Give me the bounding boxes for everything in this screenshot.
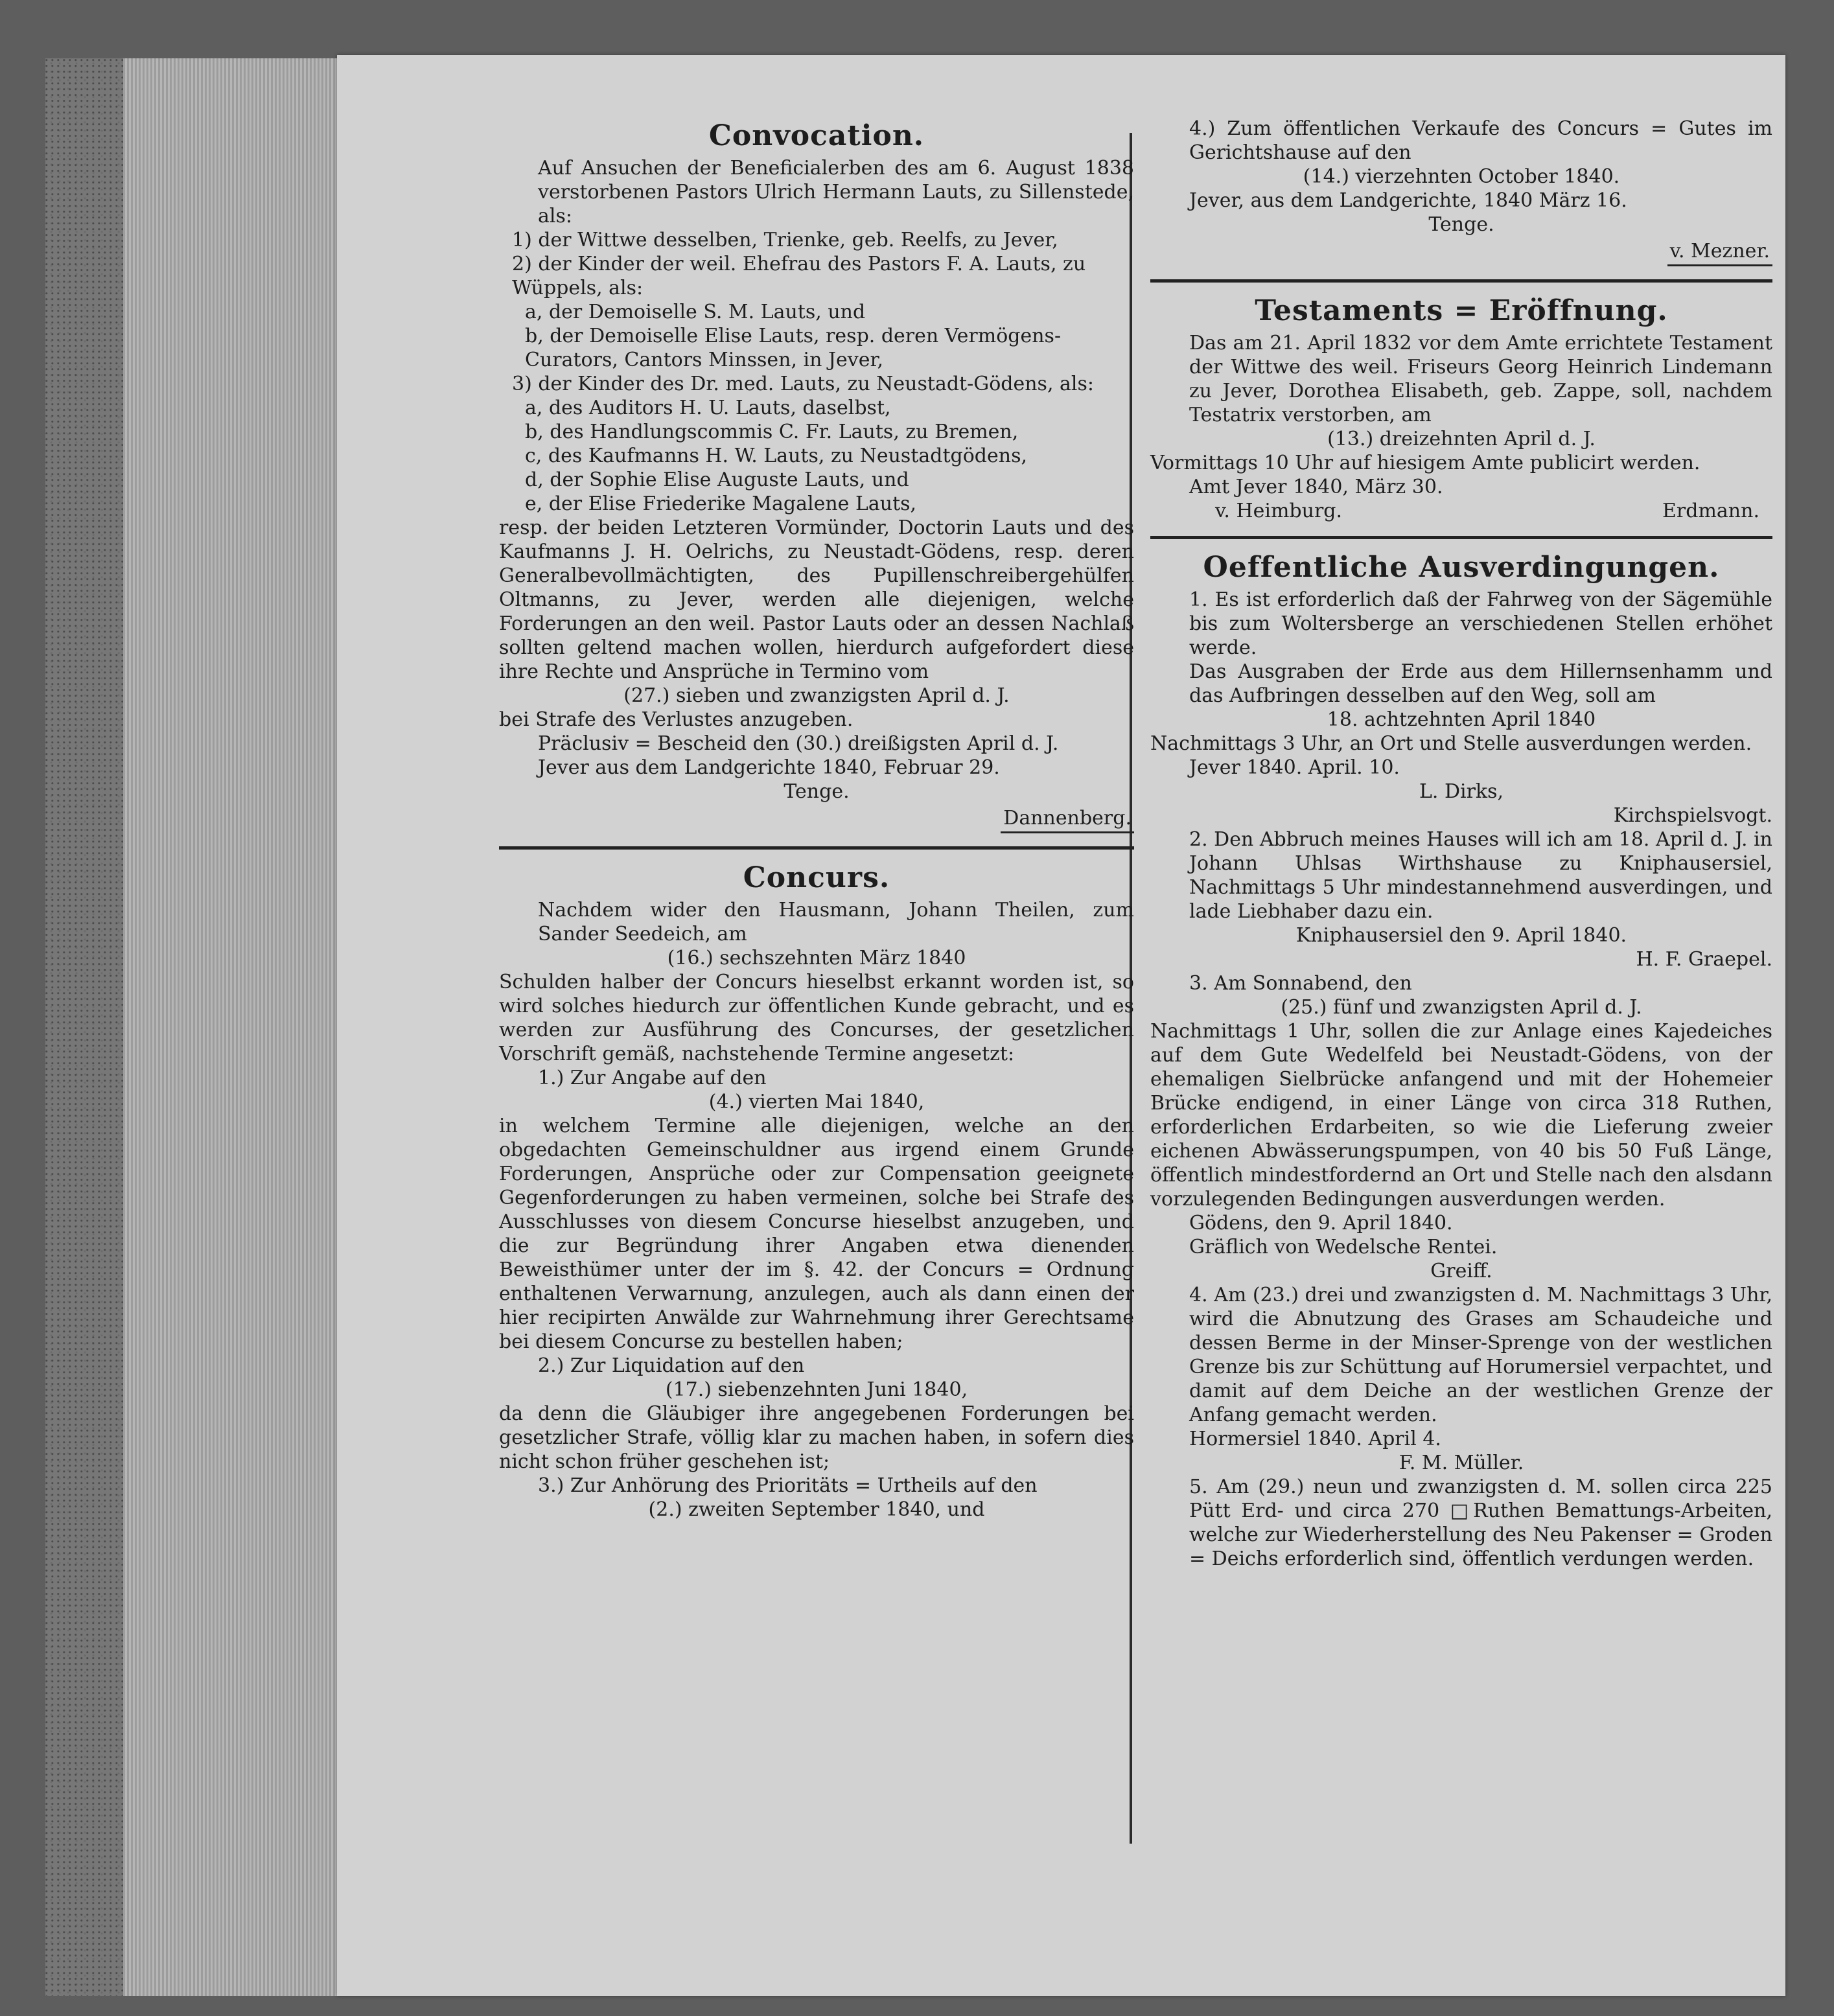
testament-signer-1: v. Heimburg. [1215, 500, 1343, 522]
concurs-clerk-line [1150, 239, 1772, 266]
testament-body-2: Vormittags 10 Uhr auf hiesigem Amte publicirt werden. [1150, 452, 1701, 474]
section-rule [1150, 536, 1772, 539]
verdingung-1-signer: L. Dirks, [1419, 780, 1504, 803]
verdingung-4-place: Hormersiel 1840. April 4. [1189, 1428, 1441, 1450]
convocation-body: resp. der beiden Letzteren Vormünder, Doctorin Lauts und des Kaufmanns J. H. Oelrichs, zu Neustadt-Gödens, resp. deren Generalbevollmächtigten, des Pupillenschreibergehülfen Oltmanns, zu Jever, werden alle diejenigen, welche Forderungen an den weil. Pastor Lauts oder an dessen Nachlaß sollten geltend machen wollen, hierdurch aufgefordert diese ihre Rechte und Ansprüche in Termino vom [499, 516, 1134, 683]
concurs-section [499, 861, 1134, 1522]
section-rule [1150, 279, 1772, 283]
verdingung-3: 3. Am Sonnabend, den [1189, 972, 1412, 995]
testament-signers [1150, 499, 1772, 523]
concurs-date: (16.) sechszehnten März 1840 [667, 947, 966, 969]
verdingung-3-body: Nachmittags 1 Uhr, sollen die zur Anlage eines Kajedeiches auf dem Gute Wedelfeld bei Neustadt-Gödens, von der ehemaligen Sielbrücke anfangend und mit der Hohemeier Brücke endigend, in einer Länge von circa 318 Ruthen, erforderlichen Erdarbeiten, so wie die Lieferung zweier eichenen Abwässerungspumpen, von 40 bis 50 Fuß Länge, öffentlich mindestfordernd an Ort und Stelle nach den alsdann vorzulegenden Bedingungen ausverdungen werden. [1150, 1020, 1772, 1211]
verdingungen-section [1150, 551, 1772, 1571]
concurs-signer: Tenge. [1428, 213, 1494, 236]
verdingung-1-role: Kirchspielsvogt. [1613, 804, 1772, 827]
concurs-term-3-date: (2.) zweiten September 1840, und [648, 1498, 985, 1521]
verdingung-2-place: Kniphausersiel den 9. April 1840. [1295, 924, 1627, 947]
verdingung-4: 4. Am (23.) drei und zwanzigsten d. M. Nachmittags 3 Uhr, wird die Abnutzung des Grases am Schaudeiche und dessen Berme in der Minser-Sprenge von der westlichen Grenze bis zur Schüttung auf Horumersiel verpachtet, und damit auf dem Deiche an der westlichen Grenze der Anfang gemacht werden. [1189, 1284, 1772, 1426]
convocation-item: 3) der Kinder des Dr. med. Lauts, zu Neustadt-Gödens, als: [512, 373, 1094, 395]
convocation-item: b, des Handlungscommis C. Fr. Lauts, zu Bremen, [525, 421, 1019, 443]
convocation-penalty: bei Strafe des Verlustes anzugeben. [499, 708, 853, 731]
testament-signer-2: Erdmann. [1662, 500, 1759, 522]
section-rule [499, 846, 1134, 850]
concurs-clerk: v. Mezner. [1667, 239, 1772, 266]
convocation-item: d, der Sophie Elise Auguste Lauts, und [525, 469, 909, 491]
left-column [499, 117, 1134, 1522]
verdingungen-title: Oeffentliche Ausverdingungen. [1203, 551, 1720, 584]
concurs-continuation [1150, 117, 1772, 266]
convocation-section [499, 119, 1134, 833]
convocation-clerk: Dannenberg. [1001, 806, 1134, 833]
convocation-signer: Tenge. [784, 780, 850, 803]
verdingung-3-signer: Greiff. [1430, 1260, 1492, 1282]
concurs-term-2: 2.) Zur Liquidation auf den [538, 1354, 805, 1377]
convocation-item: e, der Elise Friederike Magalene Lauts, [525, 492, 917, 515]
verdingung-1-b: Das Ausgraben der Erde aus dem Hillernsenhamm und das Aufbringen desselben auf den Weg, soll am [1189, 660, 1772, 707]
convocation-date: (27.) sieben und zwanzigsten April d. J. [623, 684, 1010, 707]
concurs-term-4-date: (14.) vierzehnten October 1840. [1303, 165, 1620, 188]
newspaper-page [337, 55, 1785, 1996]
convocation-item: 2) der Kinder der weil. Ehefrau des Pastors F. A. Lauts, zu Wüppels, als: [512, 253, 1086, 299]
convocation-item: a, des Auditors H. U. Lauts, daselbst, [525, 397, 891, 419]
concurs-term-4: 4.) Zum öffentlichen Verkaufe des Concurs = Gutes im Gerichtshause auf den [1189, 117, 1772, 164]
convocation-item: b, der Demoiselle Elise Lauts, resp. deren Vermögens-Curators, Cantors Minssen, in Jever, [525, 325, 1062, 371]
verdingung-1-place: Jever 1840. April. 10. [1189, 756, 1400, 779]
concurs-title: Concurs. [743, 861, 890, 894]
concurs-term-2-body: da denn die Gläubiger ihre angegebenen Forderungen bei gesetzlicher Strafe, völlig klar zu machen haben, in sofern dies nicht schon früher geschehen ist; [499, 1402, 1134, 1473]
concurs-term-1: 1.) Zur Angabe auf den [538, 1067, 767, 1089]
concurs-term-3: 3.) Zur Anhörung des Prioritäts = Urtheils auf den [538, 1474, 1038, 1497]
convocation-title: Convocation. [708, 119, 925, 152]
convocation-item: 1) der Wittwe desselben, Trienke, geb. Reelfs, zu Jever, [512, 229, 1058, 251]
concurs-term-2-date: (17.) siebenzehnten Juni 1840, [665, 1378, 968, 1401]
verdingung-1: 1. Es ist erforderlich daß der Fahrweg von der Sägemühle bis zum Woltersberge an verschiedenen Stellen erhöhet werde. [1189, 588, 1772, 659]
verdingung-3-date: (25.) fünf und zwanzigsten April d. J. [1281, 996, 1642, 1019]
verdingung-2-signer: H. F. Graepel. [1636, 948, 1772, 971]
verdingung-3-office: Gräflich von Wedelsche Rentei. [1189, 1236, 1498, 1258]
page-stack [123, 58, 356, 1996]
concurs-term-1-date: (4.) vierten Mai 1840, [708, 1091, 925, 1113]
verdingung-1-c: Nachmittags 3 Uhr, an Ort und Stelle ausverdungen werden. [1150, 732, 1752, 755]
convocation-clerk-line [499, 806, 1134, 833]
testament-section [1150, 294, 1772, 523]
testament-body: Das am 21. April 1832 vor dem Amte errichtete Testament der Wittwe des weil. Friseurs Georg Heinrich Lindemann zu Jever, Dorothea Elisabeth, geb. Zappe, soll, nachdem Testatrix verstorben, am [1189, 332, 1772, 426]
testament-place: Amt Jever 1840, März 30. [1189, 476, 1443, 498]
concurs-term-1-body: in welchem Termine alle diejenigen, welche an den obgedachten Gemeinschuldner aus irgend einem Grunde Forderungen, Ansprüche oder zur Compensation geeignete Gegenforderungen zu haben vermeinen, solche bei Strafe des Ausschlusses von diesem Concurse hieselbst anzugeben, und die zur Begründung ihrer Angaben etwa dienenden Beweisthümer unter der im §. 42. der Concurs = Ordnung enthaltenen Verwarnung, anzulegen, auch als dann einen der hier recipirten Anwälde zur Wahrnehmung ihrer Gerechtsame bei diesem Concurse zu bestellen haben; [499, 1115, 1134, 1353]
convocation-item: c, des Kaufmanns H. W. Lauts, zu Neustadtgödens, [525, 445, 1028, 467]
convocation-praeclusiv: Präclusiv = Bescheid den (30.) dreißigsten April d. J. [538, 732, 1059, 755]
convocation-place: Jever aus dem Landgerichte 1840, Februar 29. [538, 756, 1000, 779]
book-cover-edge [45, 58, 123, 1996]
verdingung-4-signer: F. M. Müller. [1399, 1452, 1524, 1474]
testament-title: Testaments = Eröffnung. [1255, 294, 1668, 327]
verdingung-3-place: Gödens, den 9. April 1840. [1189, 1212, 1453, 1234]
convocation-item: a, der Demoiselle S. M. Lauts, und [525, 301, 866, 323]
concurs-place: Jever, aus dem Landgerichte, 1840 März 16. [1189, 189, 1627, 212]
verdingung-1-date: 18. achtzehnten April 1840 [1327, 708, 1596, 731]
concurs-intro: Nachdem wider den Hausmann, Johann Theilen, zum Sander Seedeich, am [538, 899, 1134, 945]
verdingung-5: 5. Am (29.) neun und zwanzigsten d. M. sollen circa 225 Pütt Erd- und circa 270 □Ruthen Bemattungs-Arbeiten, welche zur Wiederherstellung des Neu Pakenser = Groden = Deichs erforderlich sind, öffentlich verdungen werden. [1189, 1476, 1772, 1570]
right-column [1150, 117, 1772, 1571]
testament-date: (13.) dreizehnten April d. J. [1327, 428, 1596, 450]
concurs-body: Schulden halber der Concurs hieselbst erkannt worden ist, so wird solches hiedurch zur öffentlichen Kunde gebracht, und es werden zur Ausführung des Concurses, der gesetzlichen Vorschrift gemäß, nachstehende Termine angesetzt: [499, 971, 1134, 1065]
convocation-intro: Auf Ansuchen der Beneficialerben des am 6. August 1838 verstorbenen Pastors Ulrich Hermann Lauts, zu Sillenstede, als: [538, 157, 1134, 227]
verdingung-2: 2. Den Abbruch meines Hauses will ich am 18. April d. J. in Johann Uhlsas Wirthshause zu Kniphausersiel, Nachmittags 5 Uhr mindestannehmend ausverdingen, und lade Liebhaber dazu ein. [1189, 828, 1772, 923]
